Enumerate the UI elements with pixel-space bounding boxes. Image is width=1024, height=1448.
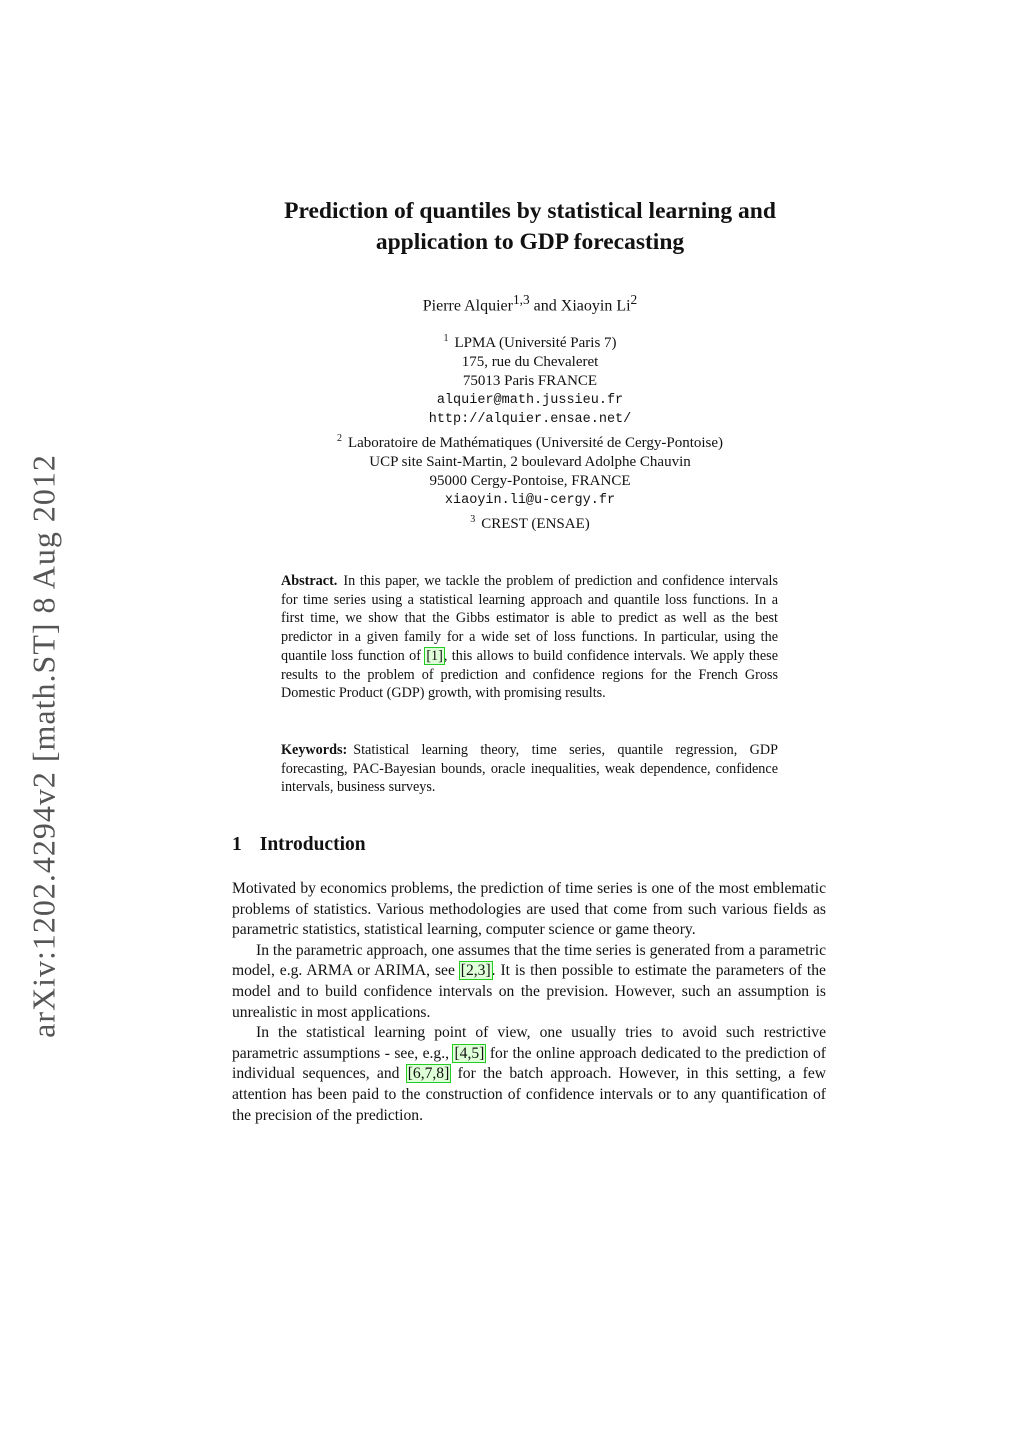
abstract-label: Abstract.	[281, 573, 338, 589]
paragraph	[232, 941, 826, 1023]
section-title: Introduction	[259, 834, 366, 855]
paragraph-text: for the online approach dedicated to the prediction of individual sequences, and	[232, 1044, 826, 1083]
abstract-text: , this allows to build confidence intervals. We apply these results to the problem of prediction and confidence regions for the French Gross Domestic Product (GDP) growth, with promising results.	[281, 647, 778, 702]
author-affiliation-mark: 2	[630, 292, 638, 307]
paragraph-text: In the parametric approach, one assumes that the time series is generated from a parametric model, e.g. ARMA or ARIMA, see	[232, 941, 826, 980]
affiliation-text: CREST (ENSAE)	[481, 516, 590, 532]
affiliation-2-name	[0, 429, 1024, 453]
affiliation-mark: 2	[336, 433, 342, 444]
title-line-1: Prediction of quantiles by statistical learning and	[284, 198, 776, 224]
introduction-body	[232, 879, 826, 1126]
citation-link[interactable]: [1]	[426, 647, 443, 664]
section-heading	[232, 834, 366, 856]
author-affiliation-mark: 1,3	[512, 292, 530, 307]
affiliation-2-city: 95000 Cergy-Pontoise, FRANCE	[429, 473, 631, 489]
paragraph-text: In the statistical learning point of view, one usually tries to avoid such restrictive parametric assumptions - see, e.g.,	[232, 1024, 826, 1062]
keywords-label: Keywords:	[281, 742, 348, 758]
citation-link[interactable]: [4,5]	[454, 1044, 485, 1062]
affiliation-1-street: 175, rue du Chevaleret	[461, 354, 599, 370]
paragraph-text: . It is then possible to estimate the parameters of the model and to build confidence intervals on the prevision. However, such an assumption is unrealistic in most applications.	[232, 962, 826, 1021]
affiliation-text: Laboratoire de Mathématiques (Université de Cergy-Pontoise)	[347, 435, 724, 451]
paragraph-text: for the batch approach. However, in this setting, a few attention has been paid to the construction of confidence intervals or to any quantification of the precision of the prediction.	[232, 1065, 827, 1124]
affiliation-1-url[interactable]: http://alquier.ensae.net/	[428, 412, 632, 427]
affiliation-text: LPMA (Université Paris 7)	[454, 335, 617, 351]
abstract-text: In this paper, we tackle the problem of prediction and confidence intervals for time series using a statistical learning approach and quantile loss functions. In a first time, we show that the Gibbs estimator is able to predict as well as the best predictor in a given family for a wide set of loss functions. In particular, using the quantile loss function of	[281, 573, 778, 664]
affiliations	[0, 329, 1024, 534]
arxiv-identifier: arXiv:1202.4294v2 [math.ST] 8 Aug 2012	[25, 454, 62, 1038]
paragraph: Motivated by economics problems, the prediction of time series is one of the most emblematic problems of statistics. Various methodologies are used that come from such various fields as parametric statistics, statistical learning, computer science or game theory.	[232, 880, 826, 939]
author-name: Pierre Alquier	[422, 297, 513, 315]
affiliation-mark: 3	[470, 514, 476, 525]
keywords-text: Statistical learning theory, time series, quantile regression, GDP forecasting, PAC-Bayesian bounds, oracle inequalities, weak dependence, confidence intervals, business surveys.	[281, 742, 778, 796]
keywords	[281, 741, 778, 797]
affiliation-1-email[interactable]: alquier@math.jussieu.fr	[436, 393, 624, 408]
paper-title	[200, 196, 860, 258]
citation-link[interactable]: [2,3]	[460, 962, 491, 980]
affiliation-1-city: 75013 Paris FRANCE	[462, 373, 598, 389]
author-list	[0, 292, 1024, 315]
citation-link[interactable]: [6,7,8]	[407, 1065, 450, 1083]
title-line-2: application to GDP forecasting	[375, 229, 685, 255]
affiliation-1-name	[0, 329, 1024, 353]
affiliation-2-street: UCP site Saint-Martin, 2 boulevard Adolphe Chauvin	[369, 454, 691, 470]
affiliation-2-email[interactable]: xiaoyin.li@u-cergy.fr	[444, 493, 616, 508]
abstract	[281, 572, 778, 703]
affiliation-3-name	[0, 510, 1024, 534]
paragraph	[232, 1023, 826, 1126]
section-number: 1	[232, 834, 242, 855]
author-name: Xiaoyin Li	[560, 297, 631, 315]
affiliation-mark: 1	[443, 333, 449, 344]
author-conjunction: and	[529, 297, 561, 315]
